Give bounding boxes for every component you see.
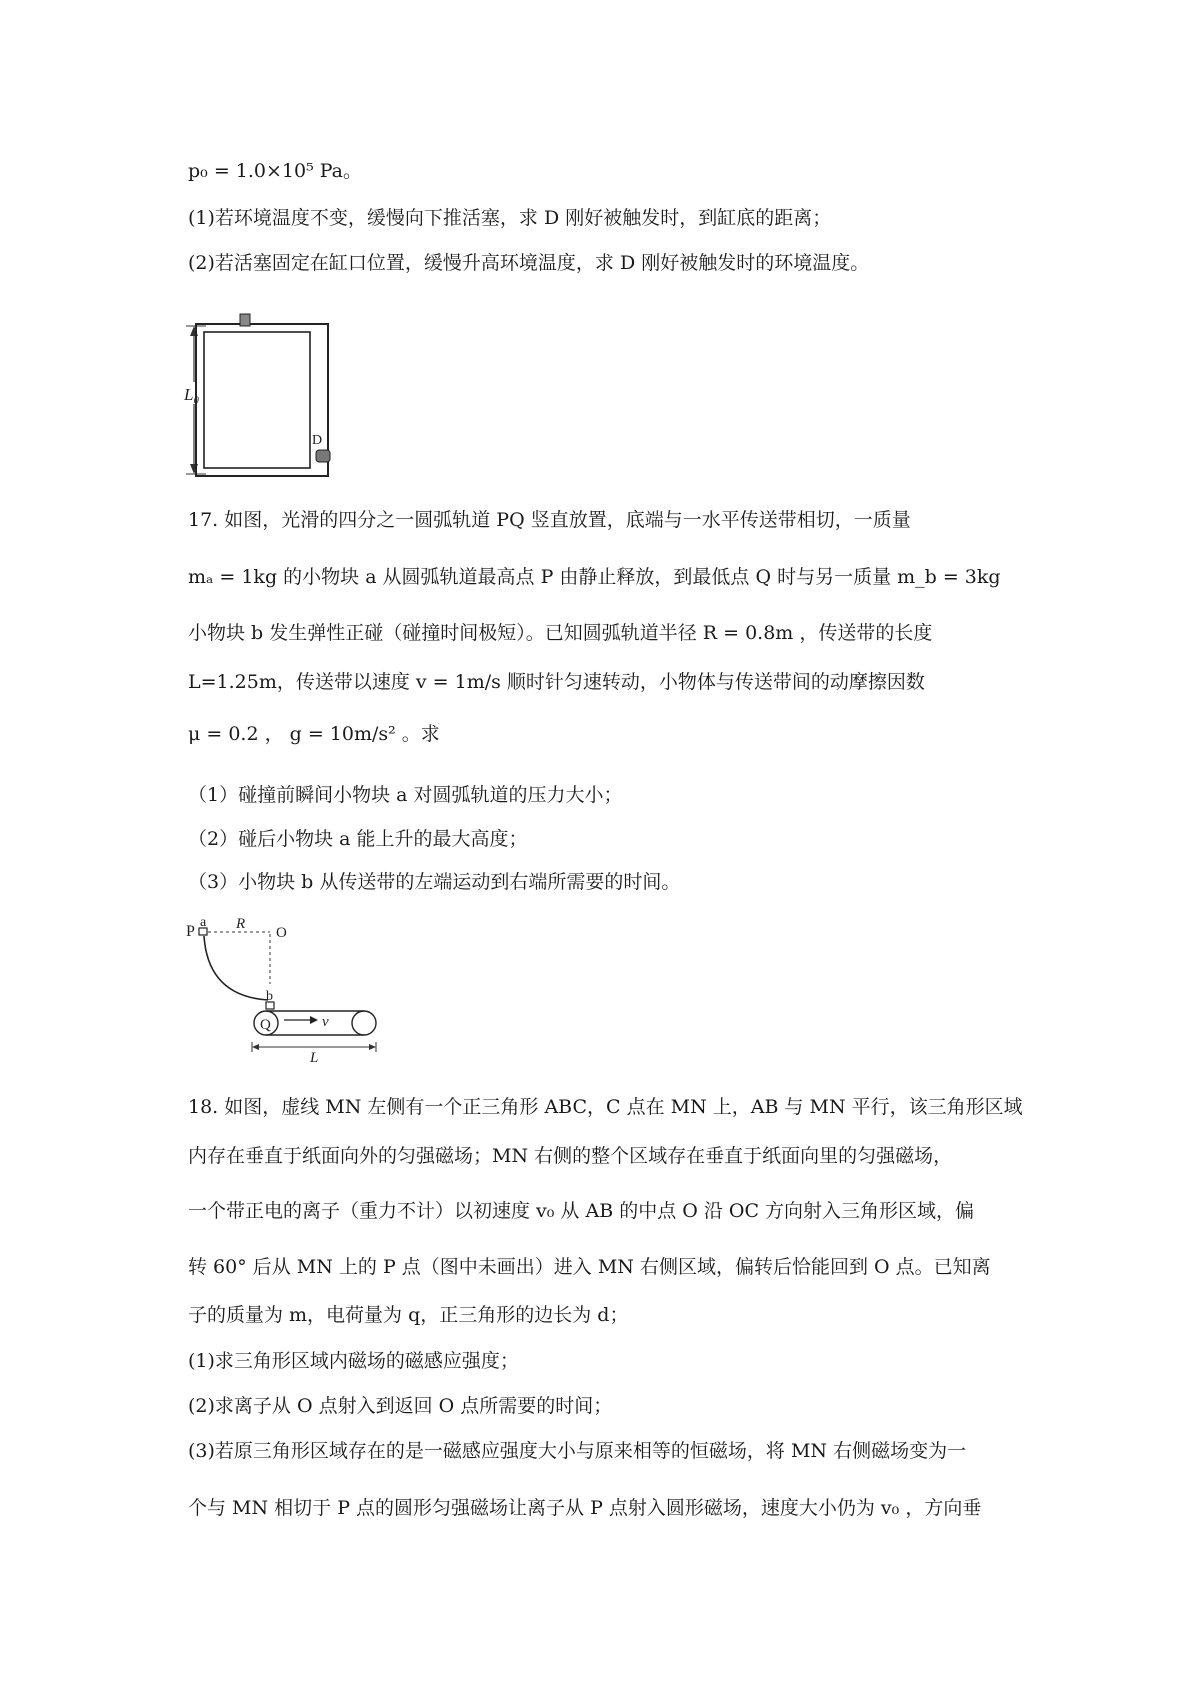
length-l-label: L [310,1050,319,1062]
point-p-label: P [186,923,195,940]
q16-item-2: (2)若活塞固定在缸口位置，缓慢升高环境温度，求 D 刚好被触发时的环境温度。 [188,252,870,274]
q18-item-2: (2)求离子从 O 点射入到返回 O 点所需要的时间； [188,1395,613,1417]
block-a-label: a [200,915,207,930]
q18-item-3-continued: 个与 MN 相切于 P 点的圆形匀强磁场让离子从 P 点射入圆形磁场，速度大小仍为 v₀ ，方向垂 [188,1497,982,1519]
q17-line-4: L=1.25m，传送带以速度 v = 1m/s 顺时针匀速转动，小物体与传送带间的动摩擦因数 [188,671,925,693]
q18-item-1: (1)求三角形区域内磁场的磁感应强度； [188,1350,519,1372]
length-label: L₀ [184,385,200,404]
q17-item-2: （2）碰后小物块 a 能上升的最大高度； [188,828,528,850]
q18-line-4: 转 60° 后从 MN 上的 P 点（图中未画出）进入 MN 右侧区域，偏转后恰能回到 O 点。已知离 [188,1256,991,1278]
block-b-label: b [266,989,273,1004]
point-q-label: Q [260,1017,271,1033]
q17-line-2: mₐ = 1kg 的小物块 a 从圆弧轨道最高点 P 由静止释放，到最低点 Q 时与另一质量 m_b = 3kg [188,566,1001,588]
q17-line-1: 17. 如图，光滑的四分之一圆弧轨道 PQ 竖直放置，底端与一水平传送带相切，一质量 [188,509,911,531]
q18-item-3: (3)若原三角形区域存在的是一磁感应强度大小与原来相等的恒磁场，将 MN 右侧磁场变为一 [188,1440,967,1462]
arc-track [204,936,268,1000]
q16-pressure: p₀ = 1.0×10⁵ Pa。 [188,160,363,182]
q17-item-1: （1）碰撞前瞬间小物块 a 对圆弧轨道的压力大小； [188,784,623,806]
q17-line-3: 小物块 b 发生弹性正碰（碰撞时间极短）。已知圆弧轨道半径 R = 0.8m ，传送带的长度 [188,622,933,644]
velocity-label: v [322,1014,329,1030]
q17-item-3: （3）小物块 b 从传送带的左端运动到右端所需要的时间。 [188,871,681,893]
cylinder-figure [176,312,336,486]
center-o-label: O [276,925,287,941]
q18-line-5: 子的质量为 m，电荷量为 q，正三角形的边长为 d； [188,1304,629,1326]
q16-item-1: (1)若环境温度不变，缓慢向下推活塞，求 D 刚好被触发时，到缸底的距离； [188,207,832,229]
radius-label: R [236,916,246,932]
q18-line-1: 18. 如图，虚线 MN 左侧有一个正三角形 ABC，C 点在 MN 上，AB 与 MN 平行，该三角形区域 [188,1096,1023,1118]
q18-line-2: 内存在垂直于纸面向外的匀强磁场；MN 右侧的整个区域存在垂直于纸面向里的匀强磁场， [188,1145,953,1167]
sensor-label: D [312,433,323,448]
q17-line-5: μ = 0.2 ， g = 10m/s² 。求 [188,723,440,745]
sensor-d-icon [316,450,330,462]
q18-line-3: 一个带正电的离子（重力不计）以初速度 v₀ 从 AB 的中点 O 沿 OC 方向射入三角形区域，偏 [188,1200,975,1222]
arc-conveyor-figure [186,912,416,1062]
